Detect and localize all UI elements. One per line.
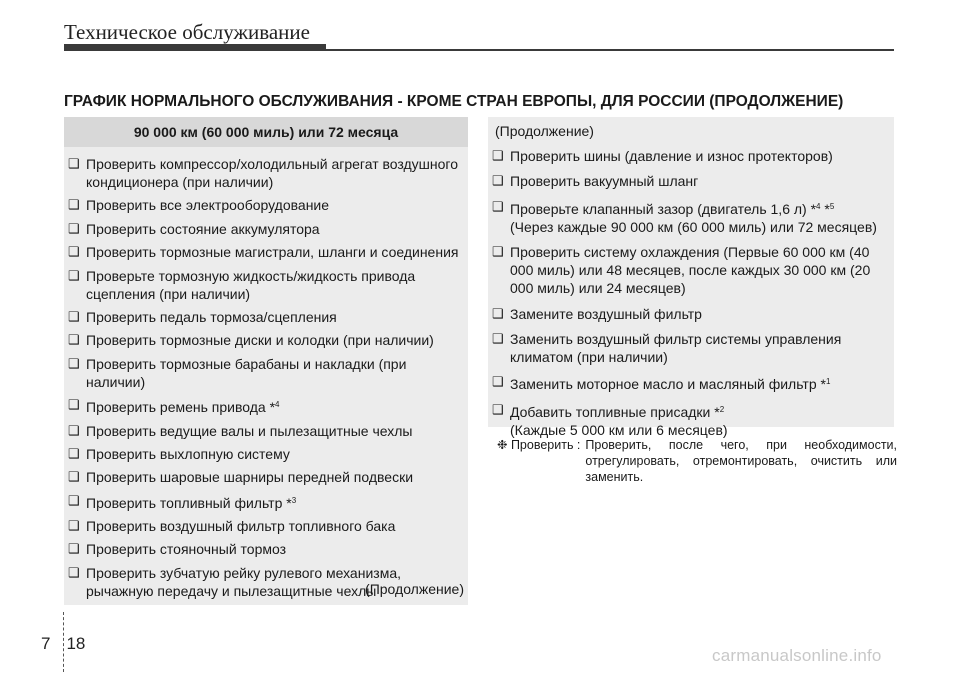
item-label: Заменить воздушный фильтр системы управления климатом (при наличии) <box>510 330 842 365</box>
checklist-item <box>492 243 888 297</box>
item-label: Проверить ремень привода * <box>86 399 276 416</box>
checklist-item <box>68 243 462 261</box>
checklist-item-text <box>86 492 462 512</box>
checklist-item <box>492 147 888 165</box>
continued-label-right: (Продолжение) <box>495 123 594 139</box>
checklist-item <box>492 373 888 393</box>
footnote-text: Проверить, после чего, при необходимости, отрегулировать, отремонтировать, очистить или заменить. <box>585 438 897 484</box>
checklist-item-text <box>510 373 888 393</box>
checklist-item-text <box>86 331 462 349</box>
item-label: Проверить все электрооборудование <box>86 197 330 214</box>
item-label: Проверить топливный фильтр * <box>86 494 292 511</box>
item-label: Проверить стояночный тормоз <box>86 541 287 558</box>
footnote-ref: 3 <box>291 495 297 505</box>
checkbox-icon: ❑ <box>68 564 80 580</box>
checklist-item <box>68 220 462 238</box>
page-number-value: 18 <box>66 634 86 653</box>
checklist-item-text <box>86 468 462 486</box>
checklist-item <box>68 517 462 535</box>
checkbox-icon: ❑ <box>68 492 80 508</box>
checklist-item-text <box>86 267 462 303</box>
checkbox-icon: ❑ <box>492 198 504 214</box>
checklist-item-text <box>86 517 462 535</box>
checklist-item <box>68 308 462 326</box>
checklist-item-text <box>510 305 888 323</box>
checklist-item-text <box>86 243 462 261</box>
right-column <box>488 117 894 438</box>
checkbox-icon: ❑ <box>68 244 80 260</box>
checklist-item-text <box>510 198 888 236</box>
checkbox-icon: ❑ <box>68 397 80 413</box>
item-label: Проверить систему охлаждения (Первые 60 000 км (40 000 миль) или 48 месяцев, после каждых 30 000 км (20 000 миль) или 24 месяцев) <box>510 244 871 297</box>
item-label: Проверить тормозные барабаны и накладки (при наличии) <box>86 355 407 390</box>
checkbox-icon: ❑ <box>492 374 504 390</box>
item-label: Проверить тормозные магистрали, шланги и соединения <box>86 244 459 261</box>
checklist-item <box>68 196 462 214</box>
checklist-item <box>68 331 462 349</box>
item-label: Проверьте тормозную жидкость/жидкость привода сцепления (при наличии) <box>86 267 416 302</box>
checklist-item <box>68 492 462 512</box>
footnote-ref: 1 <box>825 377 831 387</box>
checklist-item <box>492 305 888 323</box>
checkbox-icon: ❑ <box>68 422 80 438</box>
checkbox-icon: ❑ <box>68 469 80 485</box>
checklist-item-text <box>86 540 462 558</box>
left-column <box>64 117 468 605</box>
checklist-item-text <box>86 220 462 238</box>
page-header-title: Техническое обслуживание <box>64 20 310 44</box>
checklist-item <box>68 422 462 440</box>
item-label: Проверить компрессор/холодильный агрегат воздушного кондиционера (при наличии) <box>86 156 459 190</box>
checkbox-icon: ❑ <box>492 305 504 321</box>
checklist-item-text <box>510 401 888 439</box>
item-label: Проверить вакуумный шланг <box>510 173 699 190</box>
checklist-item <box>492 198 888 236</box>
item-label: Заменить моторное масло и масляный фильтр * <box>510 376 826 393</box>
checklist-item-text <box>86 308 462 326</box>
chapter-number: 7 <box>41 634 51 653</box>
checklist-item-text <box>86 422 462 440</box>
checkbox-icon: ❑ <box>68 197 80 213</box>
checklist-item <box>492 172 888 190</box>
watermark: carmanualsonline.info <box>712 646 882 665</box>
item-label: Проверить тормозные диски и колодки (при наличии) <box>86 332 434 349</box>
right-checklist <box>488 147 894 439</box>
header-rule <box>326 49 894 51</box>
checklist-item-text <box>86 445 462 463</box>
checklist-item-text <box>86 196 462 214</box>
checkbox-icon: ❑ <box>492 173 504 189</box>
checklist-item-text <box>86 396 462 416</box>
footnote <box>497 437 897 485</box>
footnote-ref: 2 <box>719 404 725 414</box>
checkbox-icon: ❑ <box>492 330 504 346</box>
item-label: Проверить ведущие валы и пылезащитные чехлы <box>86 422 413 439</box>
item-label: Проверить состояние аккумулятора <box>86 220 320 237</box>
section-title: ГРАФИК НОРМАЛЬНОГО ОБСЛУЖИВАНИЯ - КРОМЕ СТРАН ЕВРОПЫ, ДЛЯ РОССИИ (ПРОДОЛЖЕНИЕ) <box>64 93 844 110</box>
checklist-item <box>492 401 888 439</box>
left-column-heading: 90 000 км (60 000 миль) или 72 месяца <box>64 117 468 147</box>
item-label: Замените воздушный фильтр <box>510 305 702 322</box>
checklist-item <box>68 540 462 558</box>
checklist-item <box>68 267 462 303</box>
left-checklist <box>64 147 468 600</box>
page-number <box>41 634 85 654</box>
checkbox-icon: ❑ <box>68 156 80 171</box>
checklist-item-text <box>86 155 462 191</box>
footnote-ref: 5 <box>829 201 835 211</box>
item-label: Проверить шаровые шарниры передней подвески <box>86 469 414 486</box>
checkbox-icon: ❑ <box>68 355 80 371</box>
checkbox-icon: ❑ <box>492 148 504 163</box>
item-label: Проверить шины (давление и износ протекторов) <box>510 148 833 164</box>
footnote-ref: 4 <box>816 201 821 211</box>
checklist-item <box>68 396 462 416</box>
checklist-item-text <box>86 355 462 391</box>
checklist-item <box>68 468 462 486</box>
checklist-item-text <box>510 243 888 297</box>
checkbox-icon: ❑ <box>492 244 504 260</box>
checkbox-icon: ❑ <box>68 220 80 236</box>
item-label: Добавить топливные присадки * <box>510 403 720 420</box>
checkbox-icon: ❑ <box>68 518 80 534</box>
item-interval: (Каждые 5 000 км или 6 месяцев) <box>510 421 728 438</box>
checklist-item <box>68 355 462 391</box>
item-label: Проверить выхлопную систему <box>86 445 290 462</box>
checkbox-icon: ❑ <box>68 332 80 348</box>
item-label: Проверить педаль тормоза/сцепления <box>86 308 337 325</box>
checklist-item-text <box>510 147 888 165</box>
header-bar <box>64 44 326 51</box>
checklist-item <box>68 155 462 191</box>
continued-label-left: (Продолжение) <box>365 581 464 597</box>
checkbox-icon: ❑ <box>68 267 80 283</box>
item-label: Проверить воздушный фильтр топливного бака <box>86 518 396 535</box>
checkbox-icon: ❑ <box>492 401 504 417</box>
checkbox-icon: ❑ <box>68 541 80 557</box>
item-label: Проверьте клапанный зазор (двигатель 1,6 л) * <box>510 200 817 217</box>
item-label: Проверить зубчатую рейку рулевого механизма, рычажную передачу и пылезащитные чехлы <box>86 564 401 599</box>
checkbox-icon: ❑ <box>68 445 80 461</box>
item-extra: * <box>820 200 830 217</box>
checklist-item <box>492 330 888 366</box>
checkbox-icon: ❑ <box>68 308 80 324</box>
checklist-item-text <box>510 172 888 190</box>
checklist-item-text <box>510 330 888 366</box>
item-interval: (Через каждые 90 000 км (60 000 миль) или 72 месяцев) <box>510 218 877 235</box>
footnote-label: ❉ Проверить : <box>497 438 581 452</box>
footnote-ref: 4 <box>275 400 280 410</box>
checklist-item <box>68 445 462 463</box>
